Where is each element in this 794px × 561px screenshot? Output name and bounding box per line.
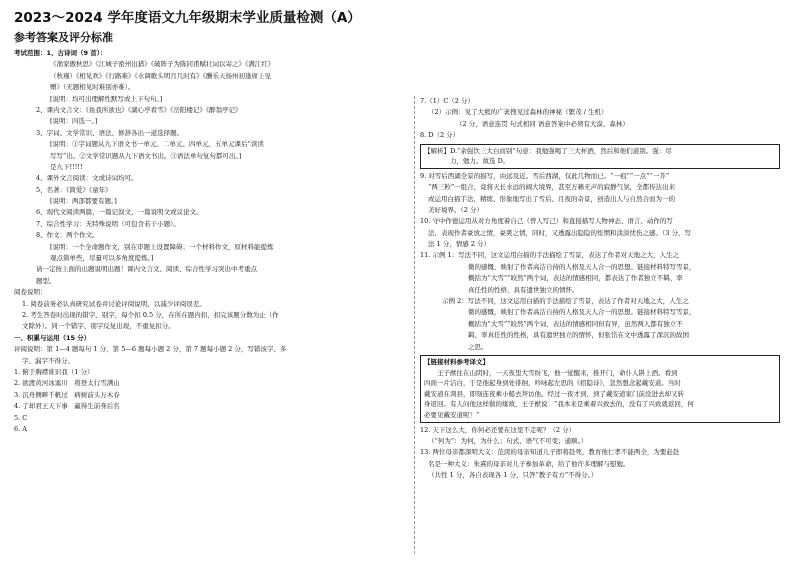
left-line: 2、课内文言文：《鱼我所欲也》《湖心亭看雪》《岳阳楼记》《醉翁亭记》: [36, 105, 242, 114]
page-title: 2023～2024 学年度语文九年级期末学业质量检测（A）: [14, 10, 361, 26]
left-line: 4、课外文言阅读：文或诗词均可。: [36, 174, 138, 183]
left-line: [说明：①字词题从九下语文书一单元、二单元、四单元、五单元课后“读读: [50, 140, 264, 149]
right-b-line: 9. 对雪后西湖全景的描写，由远及近。雪后西湖，仅此几物而已。“一痕”“一点”“一芥”: [420, 171, 670, 180]
translation-box-title: 【链接材料参考译文】: [424, 358, 489, 366]
left-line: 请一定按上面的出题说明出题！课内文言文、阅读、综合性学习突出中考重点: [36, 265, 257, 274]
left-line: 评阅说明：第 1—4 题每句 1 分，第 5—6 题每小题 2 分，第 7 题每小题 2 分，写错该字、多: [14, 345, 287, 354]
right-c-line: 13. 两位母亲都深明大义：范滂的母亲知道儿子即将赴死，教育他仁孝不能两全，为要赶赴: [420, 448, 680, 457]
left-line: 3、字词、文学常识、语法、修辞各出一道选择题。: [36, 128, 184, 137]
right-a-line: （2）示例：见了大熊的广袤搜见过森林的神秘（繁茂 / 生机）: [428, 108, 608, 117]
right-b-line: 11. 示例 1：写法不同，这文运用白描的手法描绘了雪景，表达了作者对天地之大，人生之: [420, 251, 680, 260]
right-a-line: 8. D（2 分）: [420, 131, 460, 140]
right-c-line: （“何为”：为何，为什么；句式、语气不可变；通顺。）: [428, 436, 588, 445]
right-b-line: 示例 2：写法不同，这文运用白描的手法描绘了雪景，表达了作者对天地之大，人生之: [442, 297, 689, 306]
right-b-line: “两三粒”一组合，竟将天长水远的阔大境界，甚至万籁无声的寂静气氛，全都传达出来: [428, 183, 676, 192]
left-line: 一、积累与运用（15 分）: [14, 333, 91, 342]
left-line: 3. 沉舟侧畔千帆过 病树前头万木春: [14, 390, 120, 399]
right-b-line: 之思。: [468, 342, 488, 351]
right-b-line: 真任性的性格，具有遗世独立的情怀。: [468, 285, 579, 294]
right-a-line: 7.（1）C（2 分）: [420, 97, 475, 105]
left-line: [说明：一个全命题作文，别在审题上设置障碍；一个材料作文，原材料能提炼: [50, 242, 274, 251]
right-c-line: （共性 1 分，各自表现各 1 分，只答“教子有方”不得分。）: [428, 471, 598, 480]
left-line: 1. 阅卷前务必认真研究试卷并讨论评阅说明，以减少评阅误差。: [22, 299, 206, 308]
right-c-line: 12. 天下这么大，你何必还要在这里不走呢？（2 分）: [420, 425, 576, 434]
left-line: 赠》（无题相见时难别亦难）。: [50, 83, 135, 92]
right-b-line: 美好境界。（2 分）: [428, 205, 483, 214]
left-line: 考试范围：1、古诗词（9 首）：: [14, 49, 107, 57]
right-b-line: 法，表现作者豪放之情，豪爽之情，同时，又透露出隐隐的怅惘和淡淡忧伤之感。（3 分，写: [428, 228, 691, 237]
left-line: 7、综合性学习：无特殊说明（可包含若干小题）。: [36, 219, 180, 228]
right-box2-line: 四面一片洁白，于是他起身到处徘徊，吟咏起左思的《招隐诗》，忽然想念起戴安道。当时: [424, 379, 681, 388]
right-box1-line: 力，勉力。故选 D。: [424, 157, 510, 166]
analysis-box: [420, 144, 780, 169]
left-column: [14, 48, 412, 435]
left-line: 《渔家傲秋思》《江城子密州出猎》《破阵子为陈同甫赋壮词以寄之》《满江红》: [50, 60, 275, 69]
column-divider: [414, 96, 415, 554]
left-line: 字、漏字不得分。: [22, 356, 74, 365]
left-line: 5、名著：《简爱》《童年》: [36, 185, 112, 194]
left-line: 6. A: [14, 424, 27, 433]
left-line: （秋瑾）《相见欢》《行路难》《水调歌头明月几时有》《酬乐天扬州初逢席上见: [50, 71, 271, 80]
page-subtitle: 参考答案及评分标准: [14, 31, 113, 44]
left-line: [说明：两部都要有题。]: [50, 197, 117, 206]
left-line: 题型。: [36, 276, 56, 285]
right-b-line: 法 1 分，情感 2 分）: [428, 240, 491, 249]
right-b-line: 微的感慨，映射了作者高洁自持的人格及天人合一的思想。链接材料特写雪景，: [468, 262, 696, 271]
left-line: 5. C: [14, 413, 28, 422]
right-box2-line: 必要见戴安道呢！”: [424, 410, 480, 419]
left-line: 2. 考生答卷时出现的错字、别字，每个扣 0.5 分，在所在题内扣，扣完该题分数为止（作: [22, 310, 279, 319]
right-c-line: 名是一种大义：朱熹的母亲对儿子参加革命，给了他许多理解与慰勉。: [428, 459, 630, 468]
right-box2-line: 身返回。有人问他这样做的缘故，王子猷说：“我本来是乘着兴致去的，没有了兴致就返回，何: [424, 400, 694, 409]
left-line: 2. 欲渡黄河冰塞川 将登太行雪满山: [14, 379, 120, 388]
right-a-line: （2 分，语意连贯 句式相同 语意答案中必须有大漠、森林）: [456, 119, 629, 128]
left-line: 写写”出。②文学常识题从九下语文书出。③语法单句复句都可出。]: [50, 151, 242, 160]
left-line: 1. 俯于胸襟谁识我（1 分）: [14, 367, 94, 376]
right-b-line: 10. 守中作德运用从对方角度着自己（曾人写己）和直接描写人物神态、语言、动作的写: [420, 217, 673, 226]
left-line: [说明：均可出理解性默写或上下句句。]: [50, 94, 163, 103]
left-line: 观点简单些，尽量可以多角度提炼。]: [50, 254, 154, 263]
right-b-line: 概括为“大雪”“皎然”两个词，表达的情感相同，都表达了作者独立不羁、率: [468, 274, 683, 283]
left-line: 阅卷说明：: [14, 288, 47, 297]
left-line: 是九下!!!!!: [50, 162, 83, 171]
right-b-line: 微的感慨，映射了作者高洁自持的人格及天人合一的思想。链接材料特写雪景，: [468, 308, 696, 317]
right-b-line: 概括为“大雪”“皎然”两个词，表达的情感相同但有异，虽然两人都有独立不: [468, 319, 683, 328]
right-b-line: 羁、率真任性的性格，具有遗世独立的情怀，但张岱在文中透露了深沉的故国: [468, 331, 689, 340]
left-line: 6、现代文阅读两篇，一篇记叙文，一篇说明文或议论文。: [36, 208, 203, 217]
right-column: [420, 96, 780, 482]
right-box2-line: 戴安道在剡县，即刻连夜乘小船去拜访他。经过一夜才到，到了戴安道家门前没进去却又转: [424, 389, 684, 398]
left-line: [说明：四选一。]: [50, 117, 98, 126]
translation-box: [420, 355, 780, 423]
right-box1-line: 【解析】D.“余强饮三大白而别”句意：我勉强喝了三大杯酒，然后和他们道别。强：尽: [424, 146, 672, 155]
left-line: 4. 了却君王天下事 赢得生前身后名: [14, 402, 120, 411]
left-line: 文除外）。同一个错字、别字反复出现，不重复扣分。: [22, 322, 175, 331]
right-box2-line: 王子猷住在山阴时，一天夜里大雪纷飞，他一觉醒来，推开门，命仆人斟上酒。看到: [424, 368, 678, 377]
right-b-line: 或运用白描手法，精练、形象地写出了雪后、月夜的奇景，创造出人与自然合而为一的: [428, 194, 675, 203]
left-line: 8、作文：两个作文。: [36, 231, 99, 240]
